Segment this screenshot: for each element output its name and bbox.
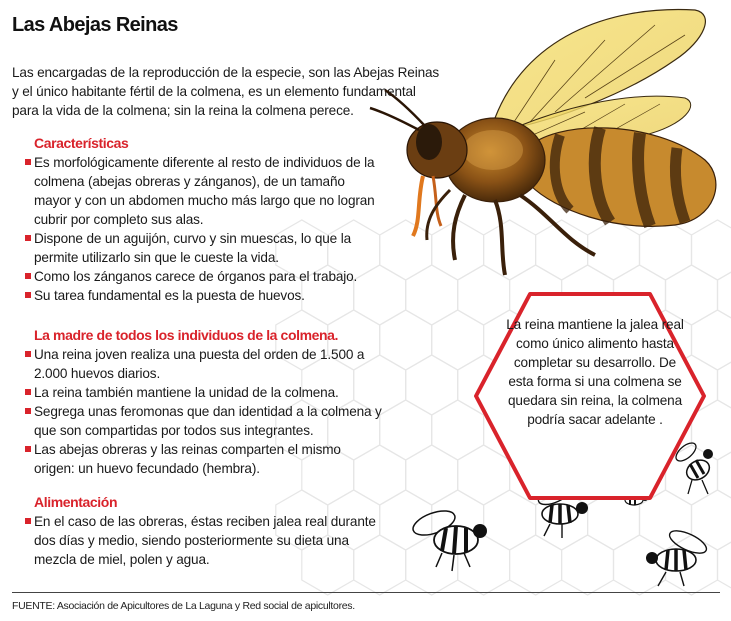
queen-bee-illustration bbox=[355, 0, 731, 290]
bee-sketch-icon bbox=[636, 528, 716, 588]
list-item: Dispone de un aguijón, curvo y sin muescas, lo que la permite utilizarlo sin que le cueste la vida. bbox=[34, 229, 384, 267]
honeycomb-cell bbox=[406, 355, 458, 415]
intro-paragraph: Las encargadas de la reproducción de la especie, son las Abejas Reinas y el único habitante fértil de la colmena, es un elemento fundamental para la vida de la colmena; sin la reina la colmena perece. bbox=[12, 65, 440, 118]
honeycomb-cell bbox=[718, 535, 731, 595]
list-item: Su tarea fundamental es la puesta de huevos. bbox=[34, 286, 384, 305]
list-item: Una reina joven realiza una puesta del orden de 1.500 a 2.000 huevos diarios. bbox=[34, 345, 384, 383]
list-item: Segrega unas feromonas que dan identidad a la colmena y que son compartidas por todos sus integrantes. bbox=[34, 402, 384, 440]
honeycomb-cell bbox=[510, 535, 562, 595]
section-alimentacion bbox=[34, 494, 384, 569]
list-item: Es morfológicamente diferente al resto de individuos de la colmena (abejas obreras y zánganos), de un tamaño mayor y con un abdomen mucho más largo que no logran cubrir por completo sus alas. bbox=[34, 153, 384, 229]
honeycomb-cell bbox=[562, 535, 614, 595]
section-madre bbox=[34, 327, 384, 478]
list-item: Como los zánganos carece de órganos para el trabajo. bbox=[34, 267, 384, 286]
list-item: Las abejas obreras y las reinas comparten el mismo origen: un huevo fecundado (hembra). bbox=[34, 440, 384, 478]
footer-divider bbox=[12, 592, 720, 593]
section-heading: Alimentación bbox=[34, 494, 118, 510]
honeycomb-cell bbox=[380, 400, 432, 460]
list-item: En el caso de las obreras, éstas reciben jalea real durante dos días y medio, siendo posteriormente su dieta una mezcla de miel, polen y agua. bbox=[34, 512, 384, 569]
section-heading: Características bbox=[34, 135, 129, 151]
callout-text: La reina mantiene la jalea real como único alimento hasta completar su desarrollo. De esta forma si una colmena se quedara sin reina, la colmena podría sacar adelante . bbox=[506, 317, 684, 427]
page-title: Las Abejas Reinas bbox=[12, 14, 178, 36]
section-heading: La madre de todos los individuos de la colmena. bbox=[34, 327, 339, 343]
section-caracteristicas bbox=[34, 135, 384, 305]
list-item: La reina también mantiene la unidad de la colmena. bbox=[34, 383, 384, 402]
honeycomb-cell bbox=[380, 310, 432, 370]
bee-sketch-icon bbox=[412, 495, 492, 575]
source-note: FUENTE: Asociación de Apicultores de La Laguna y Red social de apicultores. bbox=[12, 600, 355, 612]
